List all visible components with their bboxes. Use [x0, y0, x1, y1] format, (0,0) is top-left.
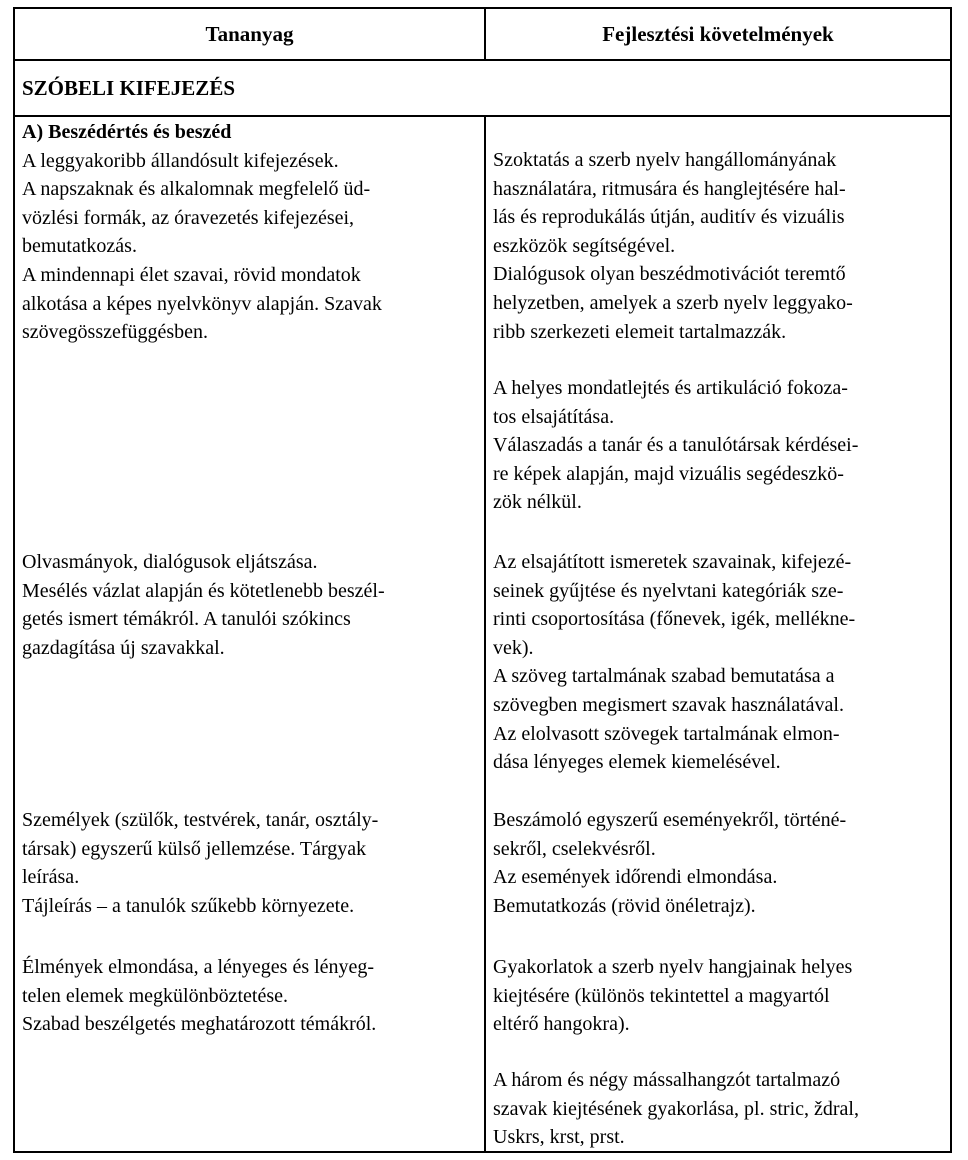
right-text-line: rinti csoportosítása (főnevek, igék, mellékne-: [493, 608, 856, 631]
left-text-line: A leggyakoribb állandósult kifejezések.: [22, 149, 339, 172]
right-text-line: sekről, cselekvésről.: [493, 837, 656, 860]
left-text-line: A napszaknak és alkalomnak megfelelő üd-: [22, 178, 371, 201]
column-divider-body: [484, 115, 486, 1153]
right-cell-block-4: [493, 806, 846, 920]
left-text-line: Szabad beszélgetés meghatározott témákról.: [22, 1013, 377, 1036]
right-text-line: kiejtésére (különös tekintettel a magyartól: [493, 984, 830, 1007]
left-text-line: alkotása a képes nyelvkönyv alapján. Szavak: [22, 292, 382, 315]
column-header-tananyag: Tananyag: [205, 22, 294, 46]
left-text-line: Tájleírás – a tanulók szűkebb környezete.: [22, 894, 355, 917]
right-cell-block-3: [493, 548, 855, 777]
right-text-line: A helyes mondatlejtés és artikuláció fokoza-: [493, 377, 848, 399]
right-text-line: A három és négy mássalhangzót tartalmazó: [493, 1069, 841, 1091]
right-text-line: Uskrs, krst, prst.: [493, 1126, 625, 1149]
left-cell-block-2: [22, 548, 385, 662]
header-divider: [13, 59, 952, 61]
right-text-line: A szöveg tartalmának szabad bemutatása a: [493, 665, 835, 688]
left-cell-block-3: [22, 806, 378, 920]
right-text-line: eszközök segítségével.: [493, 234, 676, 257]
left-text-line: getés ismert témákról. A tanulói szókincs: [22, 608, 351, 631]
right-text-line: tos elsajátítása.: [493, 405, 615, 428]
left-cell-block-1: [22, 118, 382, 347]
right-text-line: helyzetben, amelyek a szerb nyelv leggyako-: [493, 291, 853, 314]
right-text-line: Az elolvasott szövegek tartalmának elmon-: [493, 722, 840, 745]
subsection-title: A) Beszédértés és beszéd: [22, 121, 232, 143]
left-text-line: vözlési formák, az óravezetés kifejezései,: [22, 206, 355, 229]
right-text-line: seinek gyűjtése és nyelvtani kategóriák sze-: [493, 579, 844, 602]
right-text-line: Beszámoló egyszerű eseményekről, történé-: [493, 809, 847, 831]
left-text-line: szövegösszefüggésben.: [22, 321, 209, 344]
left-cell-block-4: [22, 953, 376, 1039]
left-text-line: telen elemek megkülönböztetése.: [22, 984, 289, 1007]
left-text-line: társak) egyszerű külső jellemzése. Tárgyak: [22, 837, 367, 860]
section-divider: [13, 115, 952, 117]
left-text-line: Mesélés vázlat alapján és kötetlenebb beszél-: [22, 579, 385, 602]
right-text-line: eltérő hangokra).: [493, 1013, 630, 1036]
right-cell-block-1: [493, 146, 853, 346]
left-text-line: A mindennapi élet szavai, rövid mondatok: [22, 263, 361, 286]
left-text-line: gazdagítása új szavakkal.: [22, 636, 225, 659]
right-cell-block-5: [493, 953, 852, 1039]
right-text-line: szövegben megismert szavak használatával.: [493, 693, 844, 716]
right-text-line: dása lényeges elemek kiemelésével.: [493, 751, 781, 774]
right-text-line: Bemutatkozás (rövid önéletrajz).: [493, 894, 756, 917]
right-text-line: Gyakorlatok a szerb nyelv hangjainak helyes: [493, 956, 853, 978]
section-title: SZÓBELI KIFEJEZÉS: [22, 76, 236, 100]
right-cell-block-6: [493, 1066, 859, 1152]
right-text-line: re képek alapján, majd vizuális segédeszkö-: [493, 462, 844, 485]
left-text-line: bemutatkozás.: [22, 235, 137, 258]
column-header-fejlesztesi-kovetelmenyek: Fejlesztési követelmények: [602, 22, 834, 46]
right-text-line: vek).: [493, 636, 534, 659]
right-text-line: használatára, ritmusára és hanglejtésére hal-: [493, 177, 846, 200]
right-text-line: zök nélkül.: [493, 491, 582, 514]
left-text-line: leírása.: [22, 866, 80, 889]
right-text-line: Az elsajátított ismeretek szavainak, kifejezé-: [493, 551, 852, 573]
right-text-line: Dialógusok olyan beszédmotivációt teremtő: [493, 263, 846, 286]
right-text-line: Az események időrendi elmondása.: [493, 866, 778, 889]
right-text-line: ribb szerkezeti elemeit tartalmazzák.: [493, 320, 787, 343]
right-cell-block-2: [493, 374, 858, 517]
left-text-line: Élmények elmondása, a lényeges és lényeg-: [22, 956, 375, 978]
right-text-line: Válaszadás a tanár és a tanulótársak kérdései-: [493, 434, 859, 457]
right-text-line: lás és reprodukálás útján, auditív és vizuális: [493, 206, 845, 229]
right-text-line: szavak kiejtésének gyakorlása, pl. stric, ždral,: [493, 1097, 859, 1120]
left-text-line: Olvasmányok, dialógusok eljátszása.: [22, 551, 318, 573]
right-text-line: Szoktatás a szerb nyelv hangállományának: [493, 149, 837, 171]
left-text-line: Személyek (szülők, testvérek, tanár, osztály-: [22, 809, 379, 831]
